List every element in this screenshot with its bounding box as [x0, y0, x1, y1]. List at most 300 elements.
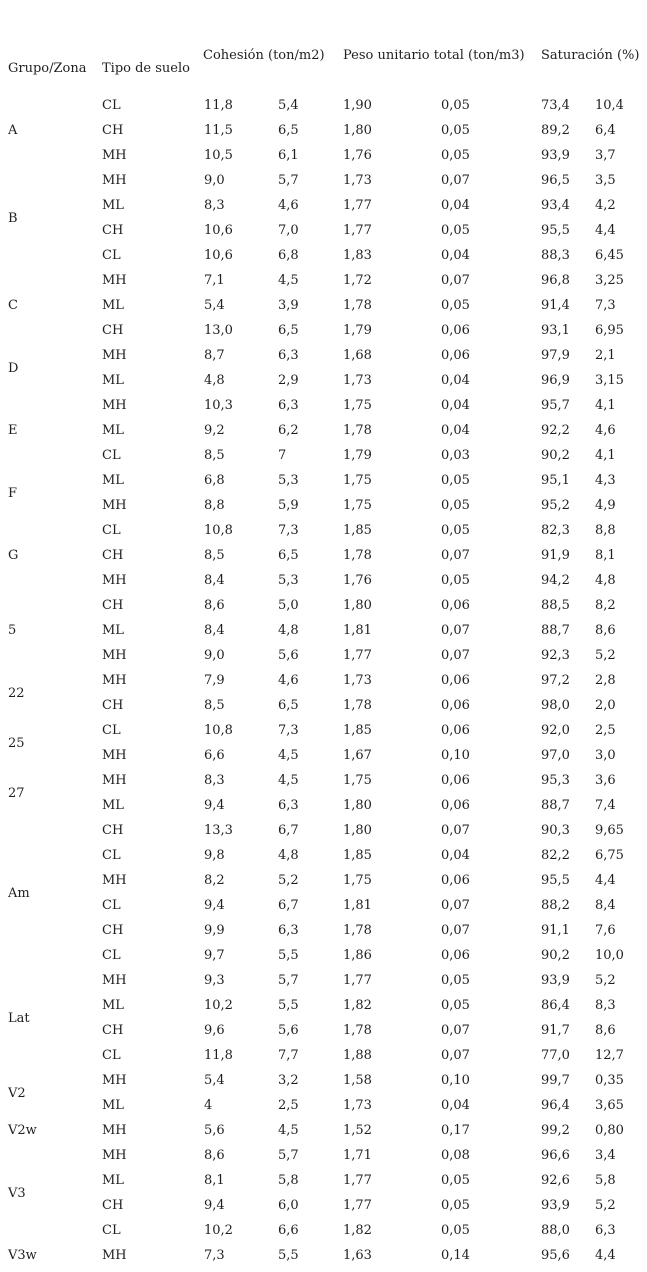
unit-weight-mean-cell: 1,77	[343, 198, 372, 213]
saturation-mean-cell: 90,2	[541, 948, 570, 963]
saturation-sd-cell: 4,4	[595, 1248, 616, 1263]
soil-type-cell: CH	[102, 1198, 124, 1213]
unit-weight-sd-cell: 0,06	[441, 873, 470, 888]
saturation-mean-cell: 82,2	[541, 848, 570, 863]
saturation-sd-cell: 12,7	[595, 1048, 624, 1063]
cohesion-sd-cell: 7,3	[278, 723, 299, 738]
cohesion-mean-cell: 8,8	[204, 498, 225, 513]
unit-weight-mean-cell: 1,77	[343, 1173, 372, 1188]
cohesion-mean-cell: 10,8	[204, 523, 233, 538]
saturation-mean-cell: 88,5	[541, 598, 570, 613]
unit-weight-sd-cell: 0,10	[441, 748, 470, 763]
saturation-mean-cell: 95,1	[541, 473, 570, 488]
unit-weight-sd-cell: 0,07	[441, 1048, 470, 1063]
unit-weight-sd-cell: 0,05	[441, 473, 470, 488]
unit-weight-mean-cell: 1,73	[343, 373, 372, 388]
group-zone-label: F	[8, 486, 18, 501]
unit-weight-sd-cell: 0,05	[441, 1173, 470, 1188]
cohesion-mean-cell: 9,0	[204, 173, 225, 188]
unit-weight-mean-cell: 1,71	[343, 1148, 372, 1163]
cohesion-mean-cell: 10,2	[204, 1223, 233, 1238]
saturation-mean-cell: 92,6	[541, 1173, 570, 1188]
soil-type-cell: ML	[102, 373, 124, 388]
unit-weight-mean-cell: 1,79	[343, 448, 372, 463]
unit-weight-sd-cell: 0,07	[441, 823, 470, 838]
soil-type-cell: CH	[102, 223, 124, 238]
saturation-sd-cell: 10,4	[595, 98, 624, 113]
cohesion-mean-cell: 8,7	[204, 348, 225, 363]
saturation-mean-cell: 91,9	[541, 548, 570, 563]
saturation-mean-cell: 92,0	[541, 723, 570, 738]
cohesion-sd-cell: 6,5	[278, 698, 299, 713]
header-unit-weight: Peso unitario total (ton/m3)	[343, 48, 525, 63]
soil-type-cell: MH	[102, 673, 127, 688]
unit-weight-mean-cell: 1,78	[343, 1023, 372, 1038]
soil-type-cell: CH	[102, 123, 124, 138]
cohesion-mean-cell: 9,4	[204, 1198, 225, 1213]
soil-type-cell: CL	[102, 948, 121, 963]
saturation-mean-cell: 88,7	[541, 798, 570, 813]
group-zone-label: G	[8, 548, 19, 563]
saturation-sd-cell: 3,6	[595, 773, 616, 788]
cohesion-sd-cell: 5,8	[278, 1173, 299, 1188]
saturation-sd-cell: 5,2	[595, 1198, 616, 1213]
cohesion-mean-cell: 9,2	[204, 423, 225, 438]
saturation-sd-cell: 8,8	[595, 523, 616, 538]
unit-weight-sd-cell: 0,05	[441, 973, 470, 988]
unit-weight-mean-cell: 1,75	[343, 498, 372, 513]
unit-weight-mean-cell: 1,82	[343, 1223, 372, 1238]
cohesion-sd-cell: 7	[278, 448, 287, 463]
saturation-mean-cell: 92,3	[541, 648, 570, 663]
saturation-mean-cell: 95,5	[541, 873, 570, 888]
cohesion-sd-cell: 6,0	[278, 1198, 299, 1213]
cohesion-mean-cell: 11,5	[204, 123, 233, 138]
saturation-sd-cell: 4,8	[595, 573, 616, 588]
saturation-mean-cell: 88,3	[541, 248, 570, 263]
saturation-sd-cell: 4,9	[595, 498, 616, 513]
cohesion-mean-cell: 10,6	[204, 248, 233, 263]
cohesion-sd-cell: 6,3	[278, 398, 299, 413]
group-zone-label: Lat	[8, 1011, 30, 1026]
group-zone-label: V2	[8, 1086, 26, 1101]
unit-weight-sd-cell: 0,07	[441, 1023, 470, 1038]
group-zone-label: V3	[8, 1186, 26, 1201]
cohesion-mean-cell: 10,5	[204, 148, 233, 163]
unit-weight-mean-cell: 1,90	[343, 98, 372, 113]
cohesion-mean-cell: 9,7	[204, 948, 225, 963]
unit-weight-sd-cell: 0,06	[441, 798, 470, 813]
soil-type-cell: MH	[102, 1073, 127, 1088]
group-zone-label: 25	[8, 736, 25, 751]
soil-type-cell: MH	[102, 273, 127, 288]
header-saturation: Saturación (%)	[541, 48, 640, 63]
unit-weight-mean-cell: 1,80	[343, 798, 372, 813]
cohesion-mean-cell: 8,4	[204, 623, 225, 638]
saturation-sd-cell: 4,6	[595, 423, 616, 438]
unit-weight-sd-cell: 0,05	[441, 148, 470, 163]
unit-weight-sd-cell: 0,08	[441, 1148, 470, 1163]
saturation-mean-cell: 95,6	[541, 1248, 570, 1263]
unit-weight-sd-cell: 0,06	[441, 698, 470, 713]
cohesion-mean-cell: 9,8	[204, 848, 225, 863]
header-group-zone: Grupo/Zona	[8, 61, 87, 76]
saturation-mean-cell: 93,1	[541, 323, 570, 338]
cohesion-sd-cell: 6,7	[278, 898, 299, 913]
unit-weight-sd-cell: 0,05	[441, 498, 470, 513]
soil-type-cell: CL	[102, 98, 121, 113]
saturation-mean-cell: 96,6	[541, 1148, 570, 1163]
soil-type-cell: CH	[102, 823, 124, 838]
unit-weight-sd-cell: 0,07	[441, 648, 470, 663]
unit-weight-sd-cell: 0,05	[441, 998, 470, 1013]
unit-weight-mean-cell: 1,82	[343, 998, 372, 1013]
unit-weight-mean-cell: 1,77	[343, 973, 372, 988]
cohesion-sd-cell: 6,8	[278, 248, 299, 263]
cohesion-mean-cell: 10,6	[204, 223, 233, 238]
saturation-mean-cell: 91,1	[541, 923, 570, 938]
soil-type-cell: CH	[102, 323, 124, 338]
cohesion-sd-cell: 5,7	[278, 1148, 299, 1163]
saturation-sd-cell: 4,4	[595, 873, 616, 888]
cohesion-sd-cell: 6,3	[278, 348, 299, 363]
saturation-sd-cell: 5,2	[595, 973, 616, 988]
cohesion-mean-cell: 9,0	[204, 648, 225, 663]
saturation-sd-cell: 0,35	[595, 1073, 624, 1088]
cohesion-sd-cell: 5,5	[278, 1248, 299, 1263]
cohesion-mean-cell: 9,3	[204, 973, 225, 988]
cohesion-sd-cell: 6,5	[278, 548, 299, 563]
soil-type-cell: ML	[102, 1173, 124, 1188]
unit-weight-mean-cell: 1,77	[343, 223, 372, 238]
unit-weight-mean-cell: 1,83	[343, 248, 372, 263]
cohesion-sd-cell: 6,7	[278, 823, 299, 838]
saturation-mean-cell: 93,9	[541, 1198, 570, 1213]
cohesion-mean-cell: 9,4	[204, 798, 225, 813]
saturation-mean-cell: 73,4	[541, 98, 570, 113]
cohesion-sd-cell: 6,3	[278, 798, 299, 813]
unit-weight-sd-cell: 0,04	[441, 848, 470, 863]
saturation-mean-cell: 86,4	[541, 998, 570, 1013]
cohesion-mean-cell: 8,3	[204, 198, 225, 213]
unit-weight-mean-cell: 1,68	[343, 348, 372, 363]
soil-type-cell: MH	[102, 573, 127, 588]
saturation-sd-cell: 8,4	[595, 898, 616, 913]
unit-weight-sd-cell: 0,07	[441, 923, 470, 938]
header-cohesion: Cohesión (ton/m2)	[203, 48, 325, 63]
soil-type-cell: MH	[102, 973, 127, 988]
unit-weight-mean-cell: 1,73	[343, 1098, 372, 1113]
unit-weight-mean-cell: 1,77	[343, 1198, 372, 1213]
saturation-mean-cell: 90,2	[541, 448, 570, 463]
unit-weight-mean-cell: 1,78	[343, 698, 372, 713]
unit-weight-sd-cell: 0,05	[441, 98, 470, 113]
unit-weight-mean-cell: 1,85	[343, 523, 372, 538]
soil-type-cell: CH	[102, 923, 124, 938]
cohesion-sd-cell: 7,3	[278, 523, 299, 538]
unit-weight-mean-cell: 1,79	[343, 323, 372, 338]
soil-type-cell: ML	[102, 1098, 124, 1113]
soil-type-cell: CH	[102, 598, 124, 613]
saturation-mean-cell: 99,7	[541, 1073, 570, 1088]
soil-type-cell: MH	[102, 173, 127, 188]
soil-type-cell: CL	[102, 523, 121, 538]
cohesion-mean-cell: 5,4	[204, 298, 225, 313]
soil-type-cell: CL	[102, 898, 121, 913]
saturation-mean-cell: 93,9	[541, 148, 570, 163]
cohesion-mean-cell: 6,6	[204, 748, 225, 763]
saturation-mean-cell: 98,0	[541, 698, 570, 713]
saturation-mean-cell: 96,4	[541, 1098, 570, 1113]
saturation-sd-cell: 5,8	[595, 1173, 616, 1188]
group-zone-label: 27	[8, 786, 25, 801]
cohesion-sd-cell: 4,5	[278, 748, 299, 763]
saturation-sd-cell: 7,3	[595, 298, 616, 313]
unit-weight-sd-cell: 0,05	[441, 298, 470, 313]
group-zone-label: C	[8, 298, 18, 313]
unit-weight-mean-cell: 1,52	[343, 1123, 372, 1138]
saturation-sd-cell: 2,1	[595, 348, 616, 363]
saturation-mean-cell: 82,3	[541, 523, 570, 538]
soil-type-cell: MH	[102, 498, 127, 513]
saturation-sd-cell: 0,80	[595, 1123, 624, 1138]
soil-type-cell: ML	[102, 798, 124, 813]
group-zone-label: 5	[8, 623, 17, 638]
saturation-sd-cell: 6,95	[595, 323, 624, 338]
cohesion-sd-cell: 6,3	[278, 923, 299, 938]
soil-type-cell: MH	[102, 773, 127, 788]
cohesion-mean-cell: 9,6	[204, 1023, 225, 1038]
saturation-mean-cell: 91,4	[541, 298, 570, 313]
saturation-mean-cell: 95,7	[541, 398, 570, 413]
unit-weight-mean-cell: 1,78	[343, 298, 372, 313]
cohesion-sd-cell: 2,9	[278, 373, 299, 388]
unit-weight-mean-cell: 1,58	[343, 1073, 372, 1088]
saturation-mean-cell: 88,0	[541, 1223, 570, 1238]
unit-weight-mean-cell: 1,67	[343, 748, 372, 763]
saturation-mean-cell: 96,9	[541, 373, 570, 388]
saturation-sd-cell: 8,1	[595, 548, 616, 563]
cohesion-mean-cell: 8,3	[204, 773, 225, 788]
unit-weight-sd-cell: 0,05	[441, 573, 470, 588]
cohesion-mean-cell: 8,6	[204, 598, 225, 613]
cohesion-sd-cell: 3,2	[278, 1073, 299, 1088]
unit-weight-sd-cell: 0,04	[441, 1098, 470, 1113]
cohesion-sd-cell: 6,2	[278, 423, 299, 438]
soil-type-cell: MH	[102, 348, 127, 363]
saturation-mean-cell: 96,8	[541, 273, 570, 288]
cohesion-mean-cell: 6,8	[204, 473, 225, 488]
unit-weight-mean-cell: 1,78	[343, 923, 372, 938]
saturation-sd-cell: 3,25	[595, 273, 624, 288]
group-zone-label: E	[8, 423, 18, 438]
unit-weight-sd-cell: 0,06	[441, 598, 470, 613]
unit-weight-mean-cell: 1,85	[343, 723, 372, 738]
saturation-sd-cell: 4,1	[595, 448, 616, 463]
soil-type-cell: ML	[102, 423, 124, 438]
unit-weight-sd-cell: 0,06	[441, 323, 470, 338]
soil-type-cell: CL	[102, 848, 121, 863]
soil-type-cell: MH	[102, 748, 127, 763]
saturation-sd-cell: 10,0	[595, 948, 624, 963]
soil-type-cell: MH	[102, 1148, 127, 1163]
unit-weight-mean-cell: 1,81	[343, 898, 372, 913]
cohesion-sd-cell: 5,9	[278, 498, 299, 513]
unit-weight-sd-cell: 0,04	[441, 373, 470, 388]
cohesion-sd-cell: 5,6	[278, 1023, 299, 1038]
soil-type-cell: MH	[102, 148, 127, 163]
unit-weight-mean-cell: 1,77	[343, 648, 372, 663]
unit-weight-mean-cell: 1,75	[343, 473, 372, 488]
unit-weight-sd-cell: 0,06	[441, 723, 470, 738]
cohesion-sd-cell: 5,3	[278, 473, 299, 488]
saturation-sd-cell: 6,3	[595, 1223, 616, 1238]
cohesion-sd-cell: 3,9	[278, 298, 299, 313]
unit-weight-sd-cell: 0,05	[441, 123, 470, 138]
cohesion-sd-cell: 4,5	[278, 773, 299, 788]
unit-weight-mean-cell: 1,80	[343, 123, 372, 138]
group-zone-label: A	[8, 123, 18, 138]
cohesion-sd-cell: 4,6	[278, 198, 299, 213]
unit-weight-sd-cell: 0,05	[441, 223, 470, 238]
unit-weight-mean-cell: 1,85	[343, 848, 372, 863]
group-zone-label: V3w	[8, 1248, 37, 1263]
cohesion-sd-cell: 4,5	[278, 1123, 299, 1138]
cohesion-sd-cell: 6,5	[278, 323, 299, 338]
unit-weight-mean-cell: 1,75	[343, 873, 372, 888]
soil-type-cell: ML	[102, 198, 124, 213]
soil-type-cell: ML	[102, 998, 124, 1013]
cohesion-mean-cell: 9,4	[204, 898, 225, 913]
cohesion-sd-cell: 5,5	[278, 948, 299, 963]
unit-weight-sd-cell: 0,04	[441, 423, 470, 438]
saturation-mean-cell: 88,7	[541, 623, 570, 638]
unit-weight-sd-cell: 0,07	[441, 898, 470, 913]
saturation-sd-cell: 7,6	[595, 923, 616, 938]
unit-weight-sd-cell: 0,06	[441, 948, 470, 963]
soil-type-cell: CH	[102, 548, 124, 563]
group-zone-label: D	[8, 361, 19, 376]
saturation-mean-cell: 95,3	[541, 773, 570, 788]
unit-weight-sd-cell: 0,03	[441, 448, 470, 463]
cohesion-sd-cell: 5,2	[278, 873, 299, 888]
cohesion-mean-cell: 8,1	[204, 1173, 225, 1188]
cohesion-mean-cell: 7,9	[204, 673, 225, 688]
saturation-sd-cell: 2,0	[595, 698, 616, 713]
cohesion-mean-cell: 11,8	[204, 1048, 233, 1063]
saturation-mean-cell: 89,2	[541, 123, 570, 138]
saturation-mean-cell: 99,2	[541, 1123, 570, 1138]
saturation-sd-cell: 4,2	[595, 198, 616, 213]
saturation-mean-cell: 95,2	[541, 498, 570, 513]
soil-type-cell: CH	[102, 698, 124, 713]
cohesion-sd-cell: 5,4	[278, 98, 299, 113]
saturation-sd-cell: 3,15	[595, 373, 624, 388]
soil-type-cell: MH	[102, 1123, 127, 1138]
group-zone-label: V2w	[8, 1123, 37, 1138]
saturation-mean-cell: 90,3	[541, 823, 570, 838]
cohesion-mean-cell: 9,9	[204, 923, 225, 938]
header-soil-type: Tipo de suelo	[102, 61, 190, 76]
saturation-mean-cell: 92,2	[541, 423, 570, 438]
unit-weight-mean-cell: 1,72	[343, 273, 372, 288]
cohesion-mean-cell: 5,4	[204, 1073, 225, 1088]
cohesion-sd-cell: 4,6	[278, 673, 299, 688]
cohesion-sd-cell: 5,7	[278, 973, 299, 988]
cohesion-sd-cell: 5,5	[278, 998, 299, 1013]
unit-weight-sd-cell: 0,05	[441, 1198, 470, 1213]
unit-weight-mean-cell: 1,76	[343, 573, 372, 588]
soil-type-cell: CH	[102, 1023, 124, 1038]
cohesion-mean-cell: 8,2	[204, 873, 225, 888]
unit-weight-sd-cell: 0,14	[441, 1248, 470, 1263]
saturation-sd-cell: 7,4	[595, 798, 616, 813]
unit-weight-mean-cell: 1,73	[343, 173, 372, 188]
cohesion-sd-cell: 6,5	[278, 123, 299, 138]
soil-type-cell: CL	[102, 1223, 121, 1238]
saturation-sd-cell: 9,65	[595, 823, 624, 838]
saturation-sd-cell: 4,1	[595, 398, 616, 413]
unit-weight-sd-cell: 0,07	[441, 173, 470, 188]
saturation-mean-cell: 93,9	[541, 973, 570, 988]
saturation-sd-cell: 6,4	[595, 123, 616, 138]
unit-weight-sd-cell: 0,04	[441, 198, 470, 213]
soil-type-cell: MH	[102, 873, 127, 888]
unit-weight-mean-cell: 1,86	[343, 948, 372, 963]
unit-weight-sd-cell: 0,06	[441, 673, 470, 688]
unit-weight-mean-cell: 1,80	[343, 823, 372, 838]
unit-weight-mean-cell: 1,88	[343, 1048, 372, 1063]
cohesion-mean-cell: 8,6	[204, 1148, 225, 1163]
group-zone-label: Am	[8, 886, 30, 901]
cohesion-mean-cell: 11,8	[204, 98, 233, 113]
soil-type-cell: CL	[102, 723, 121, 738]
saturation-sd-cell: 5,2	[595, 648, 616, 663]
cohesion-mean-cell: 4,8	[204, 373, 225, 388]
cohesion-sd-cell: 6,6	[278, 1223, 299, 1238]
saturation-mean-cell: 97,9	[541, 348, 570, 363]
soil-type-cell: CL	[102, 248, 121, 263]
cohesion-mean-cell: 7,1	[204, 273, 225, 288]
cohesion-sd-cell: 7,0	[278, 223, 299, 238]
soil-type-cell: CL	[102, 448, 121, 463]
saturation-sd-cell: 3,5	[595, 173, 616, 188]
unit-weight-mean-cell: 1,78	[343, 548, 372, 563]
saturation-sd-cell: 6,45	[595, 248, 624, 263]
unit-weight-sd-cell: 0,04	[441, 248, 470, 263]
saturation-sd-cell: 8,6	[595, 1023, 616, 1038]
cohesion-mean-cell: 8,5	[204, 448, 225, 463]
saturation-sd-cell: 8,3	[595, 998, 616, 1013]
soil-type-cell: ML	[102, 298, 124, 313]
cohesion-sd-cell: 4,5	[278, 273, 299, 288]
unit-weight-mean-cell: 1,78	[343, 423, 372, 438]
unit-weight-mean-cell: 1,76	[343, 148, 372, 163]
cohesion-sd-cell: 5,7	[278, 173, 299, 188]
soil-type-cell: CL	[102, 1048, 121, 1063]
cohesion-mean-cell: 7,3	[204, 1248, 225, 1263]
cohesion-sd-cell: 5,3	[278, 573, 299, 588]
cohesion-sd-cell: 5,0	[278, 598, 299, 613]
saturation-sd-cell: 3,0	[595, 748, 616, 763]
soil-type-cell: MH	[102, 398, 127, 413]
cohesion-mean-cell: 13,3	[204, 823, 233, 838]
unit-weight-mean-cell: 1,75	[343, 773, 372, 788]
cohesion-mean-cell: 10,2	[204, 998, 233, 1013]
saturation-sd-cell: 4,3	[595, 473, 616, 488]
saturation-sd-cell: 3,7	[595, 148, 616, 163]
saturation-mean-cell: 97,0	[541, 748, 570, 763]
